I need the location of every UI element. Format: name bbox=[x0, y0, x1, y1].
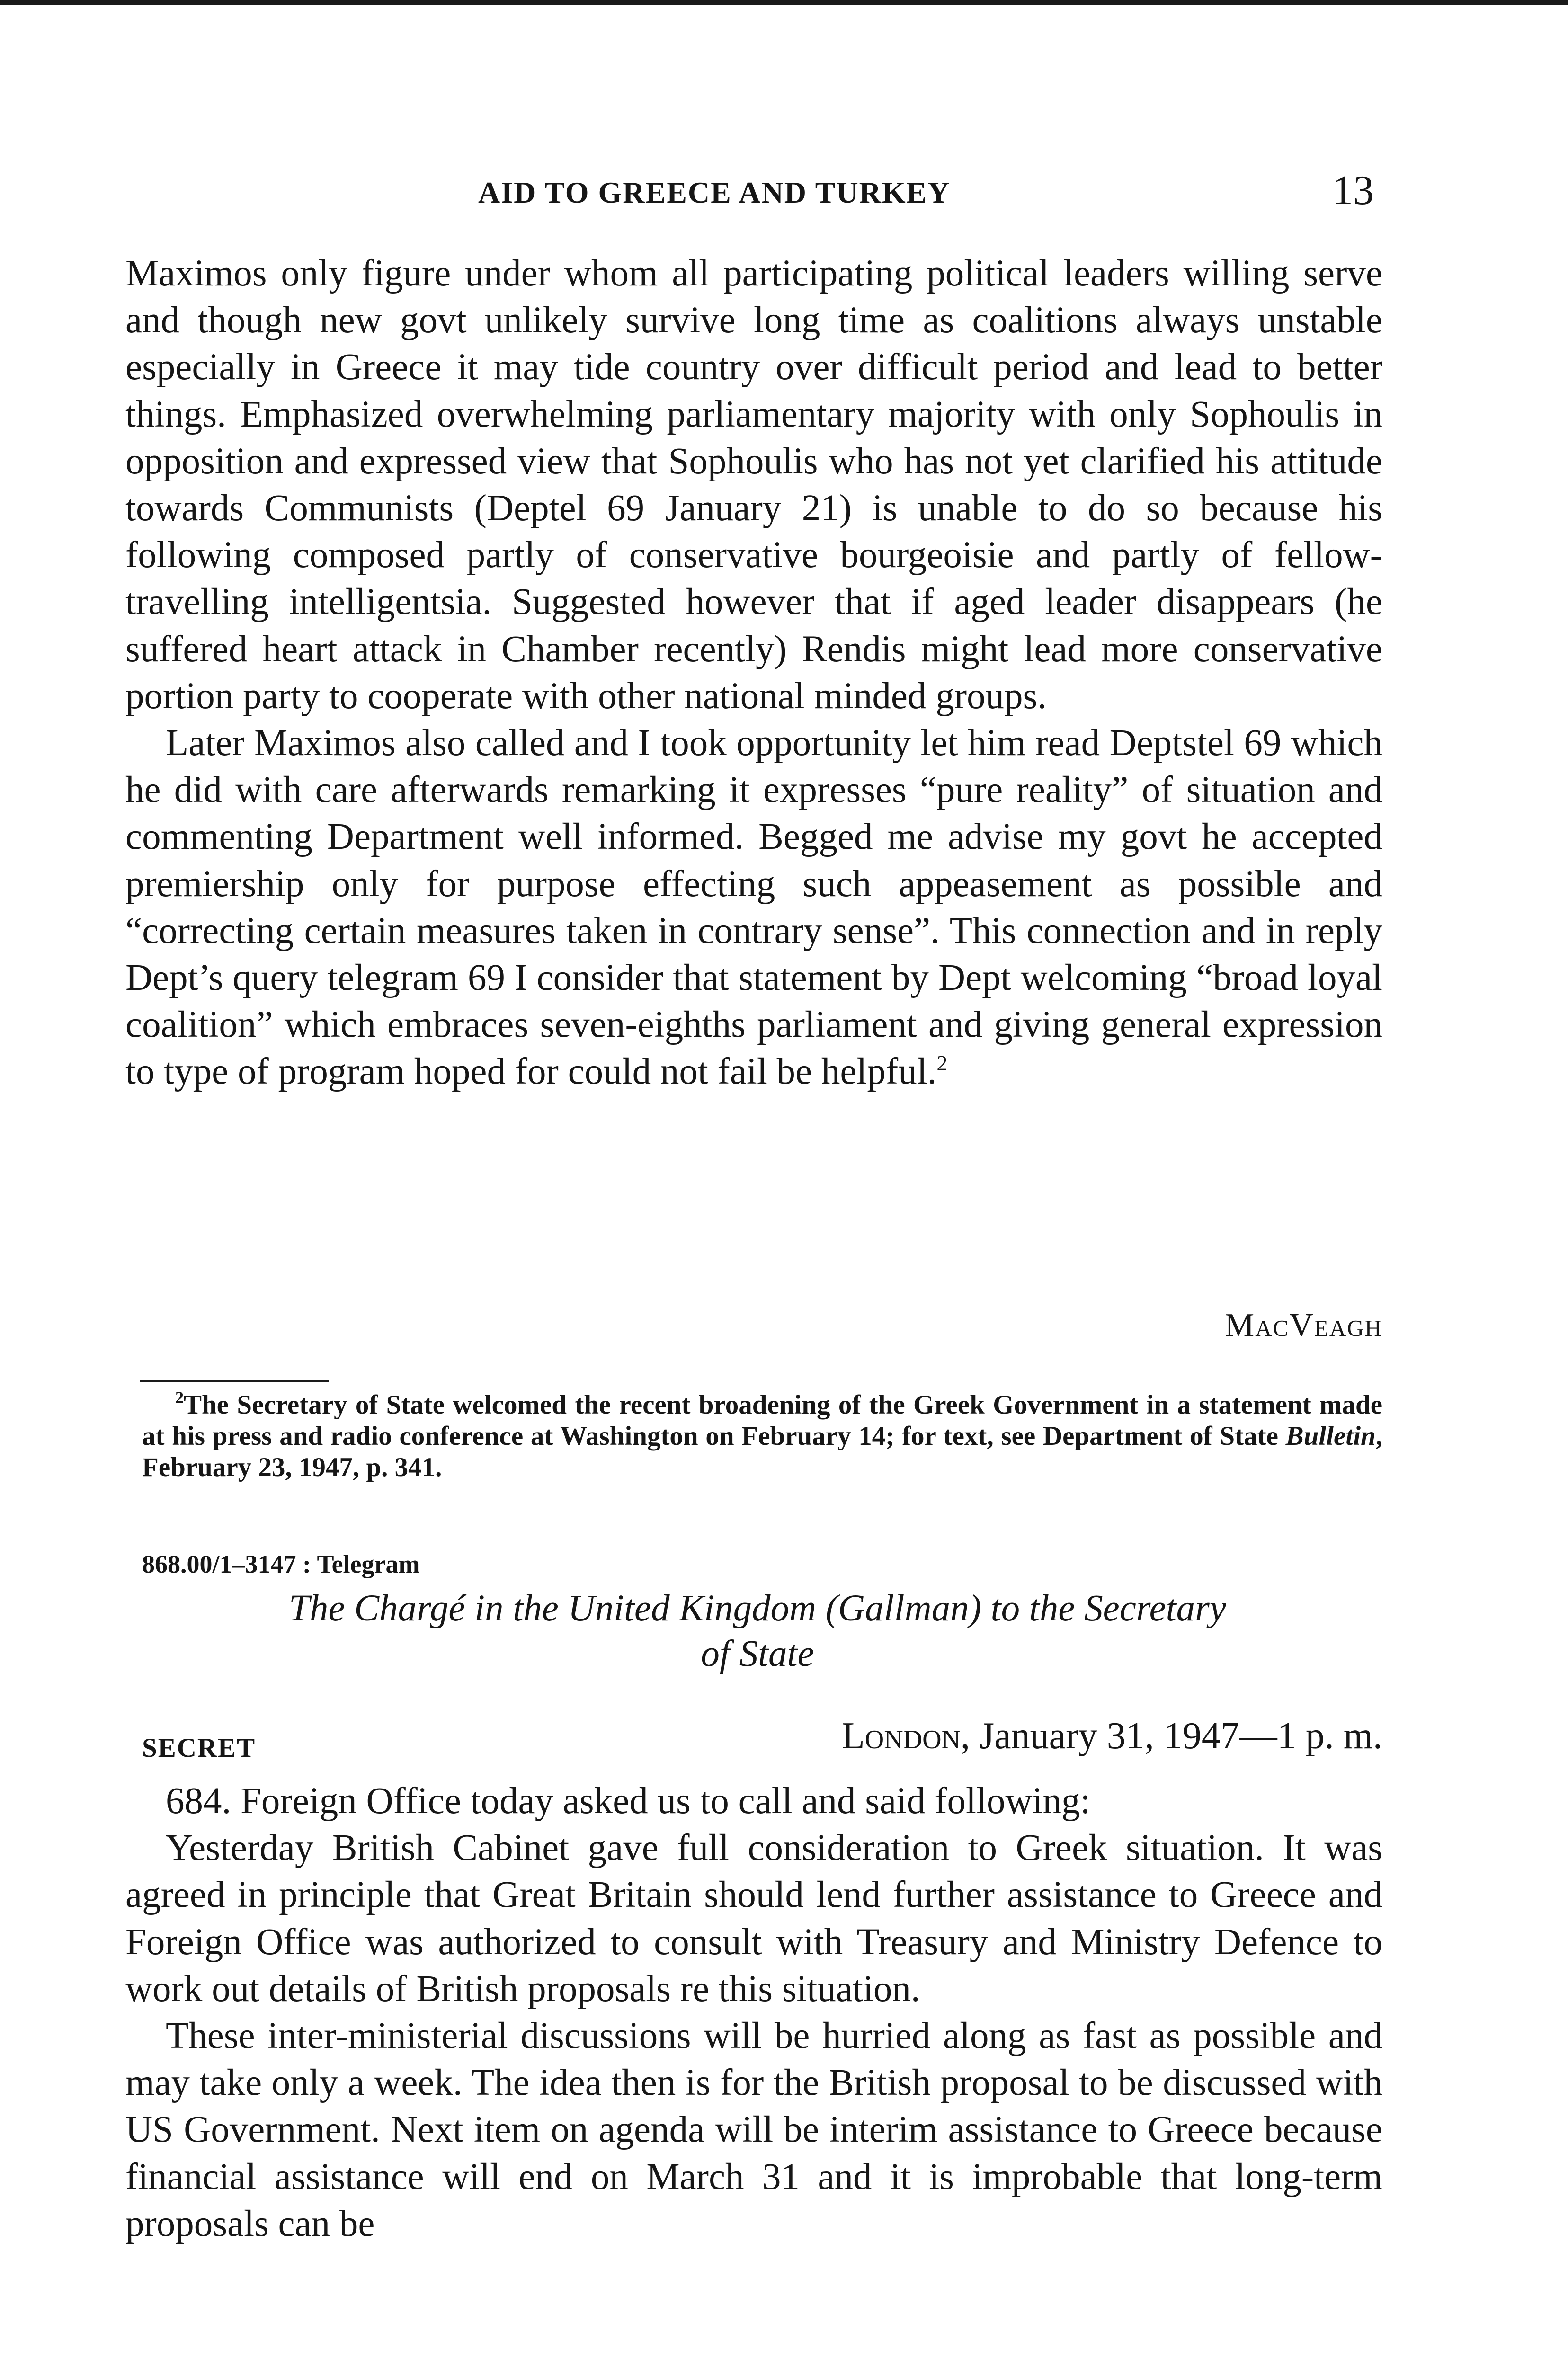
paragraph-text: These inter-ministerial discussions will be hurried along as fast as possible and may take only a week. The idea then is for the British proposal to be discussed with US Government. Next item on agenda will be interim assistance to Greece because financial assistance will end on March 31 and it is improbable that long-term proposals can be bbox=[125, 2015, 1382, 2244]
signature: MacVeagh bbox=[1225, 1307, 1382, 1344]
paragraph-text: Maximos only figure under whom all participating political leaders willing serve and though new govt unlikely survive long time as coalitions always unstable especially in Greece it may tide country over difficult period and lead to better things. Emphasized overwhelming parliamentary majority with only Sophoulis in opposition and expressed view that Sophoulis who has not yet clarified his attitude towards Communists (Deptel 69 January 21) is unable to do so because his following composed partly of conservative bourgeoisie and partly of fellow-travelling intelligentsia. Suggested however that if aged leader disappears (he suffered heart attack in Chamber recently) Rendis might lead more conservative portion party to cooperate with other national minded groups. bbox=[125, 253, 1382, 717]
paragraph-maximos bbox=[125, 250, 1382, 720]
footnote bbox=[142, 1389, 1382, 1483]
footnote-publication: Bulletin bbox=[1285, 1421, 1376, 1451]
dateline bbox=[842, 1715, 1382, 1758]
page-number: 13 bbox=[1332, 168, 1374, 214]
paragraph-inter-ministerial bbox=[125, 2012, 1382, 2247]
telegram-text-continued bbox=[125, 250, 1382, 1095]
paragraph-684 bbox=[125, 1778, 1382, 1824]
paragraph-text: Later Maximos also called and I took opportunity let him read Deptstel 69 which he did with care afterwards remarking it expresses “pure reality” of situation and commenting Department well informed. Begged me advise my govt he accepted premiership only for purpose effecting such appeasement as possible and “correcting certain measures taken in contrary sense”. This connection and in reply Dept’s query telegram 69 I consider that statement by Dept welcoming “broad loyal coalition” which embraces seven-eighths parliament and giving general expression to type of program hoped for could not fail be helpful. bbox=[125, 722, 1382, 1093]
footnote-rule bbox=[140, 1380, 329, 1382]
paragraph-later-maximos bbox=[125, 720, 1382, 1095]
telegram-body bbox=[125, 1778, 1382, 2247]
document-title-line: The Chargé in the United Kingdom (Gallman) to the Secretary bbox=[289, 1588, 1226, 1629]
running-head: AID TO GREECE AND TURKEY bbox=[478, 176, 951, 209]
footnote-reference: 2 bbox=[936, 1051, 948, 1076]
dateline-date: January 31, 1947—1 p. m. bbox=[979, 1715, 1382, 1757]
document-title bbox=[137, 1586, 1378, 1677]
document-title-line: of State bbox=[701, 1633, 814, 1674]
document-reference: 868.00/1–3147 : Telegram bbox=[142, 1550, 420, 1578]
dateline-place: London, bbox=[841, 1715, 970, 1757]
page-top-rule bbox=[0, 0, 1568, 5]
paragraph-text: Yesterday British Cabinet gave full consideration to Greek situation. It was agreed in principle that Great Britain should lend further assistance to Greece and Foreign Office was authorized to consult with Treasury and Ministry Defence to work out details of British proposals re this situation. bbox=[125, 1827, 1382, 2010]
page-header bbox=[0, 156, 1568, 214]
classification-label: SECRET bbox=[142, 1733, 256, 1763]
footnote-text-end: , February 23, 1947, p. 341. bbox=[142, 1421, 1382, 1482]
paragraph-yesterday bbox=[125, 1824, 1382, 2012]
paragraph-text: 684. Foreign Office today asked us to call and said following: bbox=[166, 1780, 1091, 1822]
footnote-text: The Secretary of State welcomed the recent broadening of the Greek Government in a statement made at his press and radio conference at Washington on February 14; for text, see Department of State bbox=[142, 1390, 1382, 1451]
footnote-marker: 2 bbox=[175, 1388, 184, 1407]
